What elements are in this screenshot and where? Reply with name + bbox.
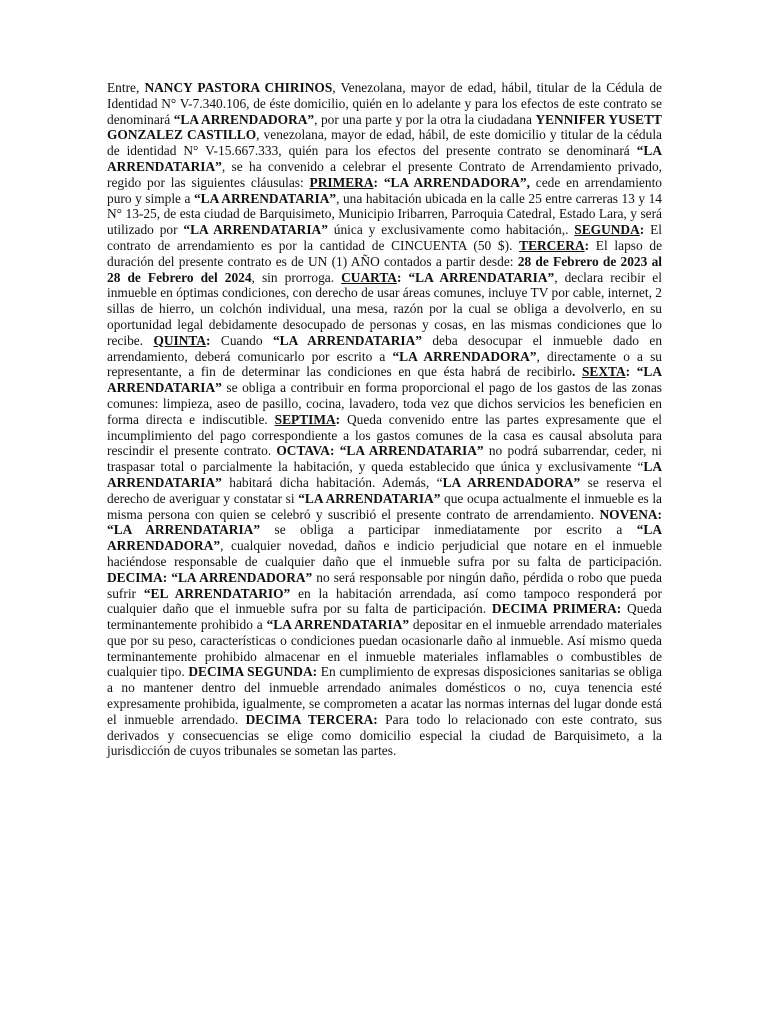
contract-text-run: depositar en el inmueble arrendado materiales que por su peso, características o condiciones puedan ocasionarle daño al inmueble. Así mismo queda terminantemente prohibido almacenar en el inmueble materiales inflamables o combustibles de cualquier tipo. bbox=[107, 617, 662, 680]
contract-text-run: : “LA ARRENDADORA”, bbox=[373, 174, 530, 190]
contract-text-run: YENNIFER YUSETT GONZALEZ CASTILLO bbox=[107, 111, 662, 143]
contract-text-run: , se ha convenido a celebrar el presente Contrato de Arrendamiento privado, regido por las siguientes cláusulas: bbox=[107, 158, 662, 190]
contract-text-run: PRIMERA bbox=[309, 174, 374, 190]
contract-body-paragraph bbox=[107, 80, 662, 759]
contract-text-run: TERCERA bbox=[519, 237, 585, 253]
contract-text-run: NANCY PASTORA CHIRINOS bbox=[144, 80, 333, 95]
contract-text-run: , declara recibir el inmueble en óptimas condiciones, con derecho de usar áreas comunes, incluye TV por cable, internet, 2 sillas de hierro, un colchón individual, una mesa, razón por la cual se obliga a devolverlo, en su oportunidad legal debidamente desocupado de personas y cosas, en las mismas condiciones que lo recibe. bbox=[107, 269, 662, 348]
contract-text-run: DECIMA: “LA ARRENDADORA” bbox=[107, 569, 313, 585]
contract-text-run: Entre, bbox=[107, 80, 145, 95]
contract-text-run: OCTAVA: “LA ARRENDATARIA” bbox=[276, 443, 484, 459]
contract-text-run: : bbox=[584, 237, 596, 253]
contract-text-run: se reserva el derecho de averiguar y constatar si bbox=[107, 474, 662, 506]
contract-text-run: , directamente o a su representante, a fin de determinar las condiciones en que ésta habrá de recibirlo bbox=[107, 348, 662, 380]
contract-text-run: , una habitación ubicada en la calle 25 entre carreras 13 y 14 N° 13-25, de esta ciudad de Barquisimeto, Municipio Iribarren, Parroquia Catedral, Estado Lara, y será utilizado por bbox=[107, 190, 663, 238]
contract-text-run: El lapso de duración del presente contrato es de UN (1) AÑO contados a partir desde: bbox=[107, 237, 663, 269]
contract-text-run: SEGUNDA bbox=[574, 222, 640, 238]
contract-text-run: no será responsable por ningún daño, pérdida o robo que pueda sufrir bbox=[107, 569, 662, 601]
contract-text-run: “LA ARRENDATARIA” bbox=[266, 617, 410, 633]
contract-text-run: Queda terminantemente prohibido a bbox=[107, 601, 662, 633]
contract-text-run: “LA ARRENDADORA” bbox=[173, 111, 315, 127]
contract-text-run: LA ARRENDADORA” bbox=[442, 474, 581, 490]
contract-text-run: “LA ARRENDATARIA” bbox=[272, 332, 422, 348]
contract-text-run: no podrá subarrendar, ceder, ni traspasar total o parcialmente la habitación, y queda establecido que única y exclusivamente “ bbox=[107, 443, 663, 475]
contract-text-run: habitará dicha habitación. Además, “ bbox=[221, 474, 443, 490]
contract-text-run: que ocupa actualmente el inmueble es la misma persona con quien se celebró y suscribió el presente contrato de arrendamiento. bbox=[107, 490, 662, 522]
contract-text-run: : bbox=[206, 332, 221, 348]
contract-text-run: , por una parte y por la otra la ciudadana bbox=[314, 111, 536, 127]
contract-text-run: DECIMA TERCERA: bbox=[245, 711, 378, 727]
contract-text-run: . bbox=[571, 364, 582, 380]
contract-text-run: El contrato de arrendamiento es por la cantidad de CINCUENTA (50 $). bbox=[107, 222, 662, 253]
contract-text-run: : “LA ARRENDATARIA” bbox=[107, 364, 662, 396]
contract-text-run: , Venezolana, mayor de edad, hábil, titular de la Cédula de Identidad N° V-7.340.106, de éste domicilio, quién en lo adelante y para los efectos de este contrato se denominará bbox=[107, 80, 662, 127]
contract-text-run: deba desocupar el inmueble dado en arrendamiento, deberá comunicarlo por escrito a bbox=[107, 332, 663, 364]
contract-text-run: Para todo lo relacionado con este contrato, sus derivados y consecuencias se elige como domicilio especial la ciudad de Barquisimeto, a la jurisdicción de cuyos tribunales se sometan las partes. bbox=[107, 711, 662, 759]
contract-text-run: QUINTA bbox=[153, 332, 207, 348]
contract-text-run: , venezolana, mayor de edad, hábil, de este domicilio y titular de la cédula de identidad N° V-15.667.333, quién para los efectos del presente contrato se denominará bbox=[107, 127, 662, 159]
contract-text-run: única y exclusivamente como habitación,. bbox=[327, 222, 575, 238]
contract-text-run: : bbox=[639, 222, 651, 238]
contract-text-run: SEXTA bbox=[581, 364, 626, 380]
contract-text-run: se obliga a participar inmediatamente por escrito a bbox=[260, 522, 637, 538]
contract-text-run: NOVENA: “LA ARRENDATARIA” bbox=[107, 506, 662, 538]
contract-text-run: “LA ARRENDATARIA” bbox=[107, 143, 662, 174]
contract-text-run: se obliga a contribuir en forma proporcional el pago de los gastos de las zonas comunes: limpieza, aseo de pasillo, cocina, lavadero, toda vez que dichos servicios les beneficien en forma directa e indiscutible. bbox=[107, 380, 662, 427]
contract-text-run: , sin prorroga. bbox=[251, 269, 342, 285]
contract-text-run: , cualquier novedad, daños e indicio perjudicial que notare en el inmueble haciéndose responsable de cualquier daño que el inmueble sufra por su falta de participación. bbox=[107, 538, 662, 569]
contract-text-run: LA ARRENDATARIA” bbox=[107, 459, 662, 490]
contract-page bbox=[107, 80, 662, 759]
contract-text-run: “LA ARRENDATARIA” bbox=[193, 190, 337, 206]
contract-text-run: “LA ARRENDATARIA” bbox=[183, 222, 328, 238]
contract-text-run: “LA ARRENDADORA” bbox=[107, 522, 663, 554]
contract-text-run: CUARTA bbox=[341, 269, 397, 285]
contract-text-run: : bbox=[335, 411, 347, 427]
contract-text-run: DECIMA SEGUNDA: bbox=[188, 664, 318, 680]
contract-text-run: DECIMA PRIMERA: bbox=[491, 601, 622, 617]
contract-text-run: Queda convenido entre las partes expresamente que el incumplimiento del pago correspondiente a los gastos comunes de la casa es causal absoluta para rescindir el presente contrato. bbox=[107, 411, 662, 459]
contract-text-run: en la habitación arrendada, así como tampoco responderá por cualquier daño que el inmueble sufra por su falta de participación. bbox=[107, 585, 662, 617]
contract-text-run: Cuando bbox=[220, 332, 273, 348]
contract-text-run: SEPTIMA bbox=[274, 411, 336, 427]
contract-text-run: “LA ARRENDATARIA” bbox=[298, 490, 441, 506]
contract-text-run: En cumplimiento de expresas disposiciones sanitarias se obliga a no mantener dentro del inmueble arrendado animales domésticos o no, cuya tenencia esté expresamente prohibida, igualmente, se comprometen a acatar las normas internas del lugar donde está el inmueble arrendado. bbox=[107, 664, 662, 727]
contract-text-run: “EL ARRENDATARIO” bbox=[143, 585, 291, 601]
contract-text-run: “LA ARRENDADORA” bbox=[392, 348, 537, 364]
contract-text-run: : “LA ARRENDATARIA” bbox=[396, 269, 555, 285]
contract-text-run: cede en arrendamiento puro y simple a bbox=[107, 174, 662, 206]
contract-text-run: 28 de Febrero de 2023 al 28 de Febrero del 2024 bbox=[107, 253, 662, 285]
